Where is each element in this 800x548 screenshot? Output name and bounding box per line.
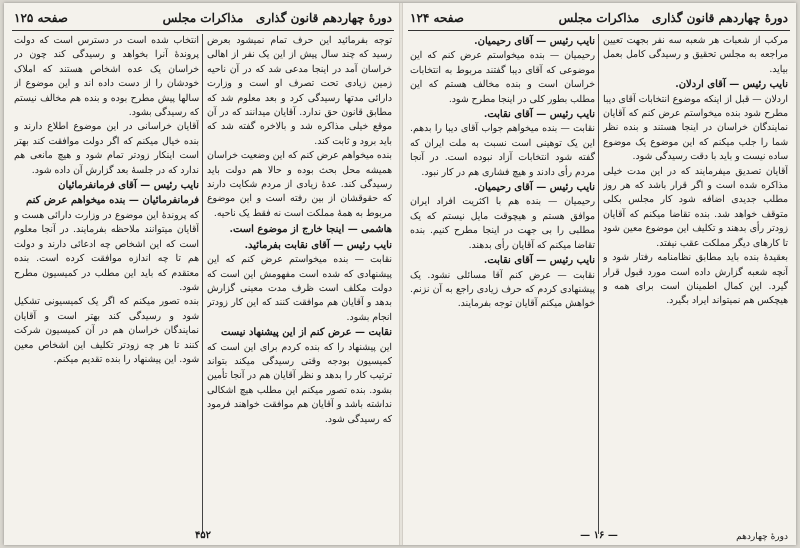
paragraph: نقابت — بنده میخواستم عرض کنم که این پیشنهادی که شده است مفهومش این است که دولت مکلف است ظرف مدت معینی گزارش بدهد و آقایان هم موافقت کنند که این کار زودتر انجام بشود. [207,254,392,323]
interjection-line: هاشمی — اینجا خارج از موضوع است. [229,224,392,236]
text-column-left [14,34,199,534]
paragraph: اردلان — قبل از اینکه موضوع انتخابات آقای دیبا مطرح شود بنده میخواستم عرض کنم که آقایان نمایندگان خراسان در اینجا هستند و بنده نظر شما را جلب میکنم که این موضوع یک موضوع ساده نیست و باید با دقت رسیدگی شود. [603,93,788,163]
page-header [408,11,790,29]
paragraph: بنده تصور میکنم که اگر یک کمیسیونی تشکیل شود و رسیدگی کند بهتر است و آقایان نمایندگان خراسان هم در آن کمیسیون شرکت کنند تا هر چه زودتر تکلیف این اشخاص معین شود. این پیشنهاد را بنده تقدیم میکنم. [14,296,199,365]
page-footer-session: دورهٔ چهاردهم [736,532,788,542]
paragraph: آقایان تصدیق میفرمایند که در این مدت خیلی مذاکره شده است و اگر قرار باشد که هر روز مطلب جدیدی اضافه شود کار مجلس بکلی متوقف خواهد شد. بنده تقاضا میکنم که آقایان زودتر رأی بدهند و تکلیف این موضوع معین شود تا کارهای دیگر مملکت عقب نیفتد. [603,165,788,249]
header-page-number: صفحه ۱۲۵ [14,11,68,25]
paragraph: رحیمیان — بنده میخواستم عرض کنم که این موضوعی که آقای دیبا گفتند مربوط به انتخابات خراسان است و بنده مخالف هستم که این مطلب بطور کلی در اینجا مطرح شود. [410,50,595,105]
column-divider [202,34,203,534]
header-page-number: صفحه ۱۲۴ [410,11,464,25]
paragraph: نقابت — بنده میخواهم جواب آقای دیبا را بدهم. این یک توهینی است نسبت به ملت ایران که گفته شود انتخابات آزاد نبوده است. در آنجا مردم رأی دادند و هیچ فشاری هم در کار نبود. [410,123,595,178]
paragraph: توجه بفرمائید این حرف تمام نمیشود بعرض رسید که چند سال پیش از این یک نفر از اهالی خراسان آمد در اینجا مدعی شد که در آن ناحیه زمین زیادی تحت تصرف او است و وزارت دارائی مدتها رسیدگی کرد و بعد معلوم شد که مطابق قانون حق ندارد. آقایان میدانند که در آن موقع خیلی مذاکره شد و بالاخره گفته شد که باید برود و ثابت کند. [207,35,392,147]
header-title: مذاکرات مجلس [558,11,640,25]
header-rule [12,30,394,31]
paragraph: نقابت — عرض کنم آقا مسائلی نشود. یک پیشنهادی کردم که حرف زیادی راجع به آن نزنم. خواهش میکنم آقایان توجه بفرمایند. [410,269,595,310]
speaker-line: نایب رئیس — آقای رحیمیان. [474,182,595,194]
right-page [408,3,790,545]
speaker-line: نقابت — عرض کنم از این پیشنهاد نیست [220,327,392,339]
text-column-left [410,34,595,534]
column-divider [598,34,599,534]
paragraph: بنده میخواهم عرض کنم که این وضعیت خراسان همیشه محل بحث بوده و حالا هم دولت باید رسیدگی کند. عدهٔ زیادی از مردم شکایت دارند که حقوقشان از بین رفته است و این موضوع مربوط به همهٔ مملکت است نه فقط یک ناحیه. [207,150,392,219]
book-gutter [399,3,403,545]
paragraph: رحیمیان — بنده هم با اکثریت افراد ایران موافق هستم و هیچوقت مایل نیستم که یک مطلبی را بی جهت در اینجا مطرح کنیم. بنده تقاضا میکنم که آقایان رأی بدهند. [410,196,595,251]
speaker-line: نایب رئیس — آقای اردلان. [675,79,788,91]
paragraph: مرکب از شعبات هر شعبه سه نفر بجهت تعیین مراجعه به مجلس تحقیق و رسیدگی کامل بعمل بیاید. [603,35,788,75]
left-page [12,3,394,545]
speaker-line: نایب رئیس — آقای نقابت بفرمائید. [244,239,392,251]
paragraph: انتخاب شده است در دسترس است که دولت پروندهٔ آنرا بخواهد و رسیدگی کند چون در خراسان یک عده اشخاص هستند که املاک خودشان را از دست داده اند و این موضوع از سالها پیش مطرح بوده و بنده هم مخالف نیستم که رسیدگی بشود. [14,35,199,119]
paragraph: بعقیدهٔ بنده باید مطابق نظامنامه رفتار شود و آنچه شعبه گزارش داده است مورد قبول قرار گیرد. این کمال اطمینان است برای همه و هیچکس هم نمیتواند ایراد بگیرد. [603,252,788,307]
text-column-right [207,34,392,534]
header-session: دورهٔ چهاردهم قانون گذاری [255,11,392,25]
book-spread [4,3,796,545]
paragraph: این پیشنهاد را که بنده کردم برای این است که کمیسیون بودجه وقتی رسیدگی میکند بتواند ترتیب کار را بدهد و نظر آقایان هم در آنجا تأمین بشود. بنده تصور میکنم این مطلب هیچ اشکالی نداشته باشد و آقایان هم موافقت خواهند فرمود که رسیدگی شود. [207,341,392,425]
speaker-line: فرمانفرمائیان — بنده میخواهم عرض کنم [25,195,199,207]
paragraph: که پروندهٔ این موضوع در وزارت دارائی هست و آقایان میتوانند ملاحظه بفرمایند. در آنجا معلوم است که این اشخاص چه ادعائی دارند و دولت هم تا چه اندازه موافقت کرده است. بنده معتقدم که باید این مطلب در کمیسیون مطرح شود. [14,209,199,293]
header-rule [408,30,790,31]
speaker-line: نایب رئیس — آقای فرمانفرمائیان [58,180,199,192]
page-footer-number: ۴۵۲ [194,530,212,541]
speaker-line: نایب رئیس — آقای نقابت. [483,255,595,267]
paragraph: آقایان خراسانی در این موضوع اطلاع دارند و بنده خیال میکنم که اگر دولت موافقت کند بهتر است اینکار زودتر تمام شود و هیچ مانعی هم ندارد که در جلسهٔ بعد گزارش آن داده شود. [14,121,199,176]
page-footer-number: — ۱۶ — [580,530,618,541]
speaker-line: نایب رئیس — آقای رحیمیان. [474,36,595,47]
header-session: دورهٔ چهاردهم قانون گذاری [651,11,788,25]
speaker-line: نایب رئیس — آقای نقابت. [483,109,595,121]
text-column-right [603,34,788,534]
header-title: مذاکرات مجلس [162,11,244,25]
page-header [12,11,394,29]
